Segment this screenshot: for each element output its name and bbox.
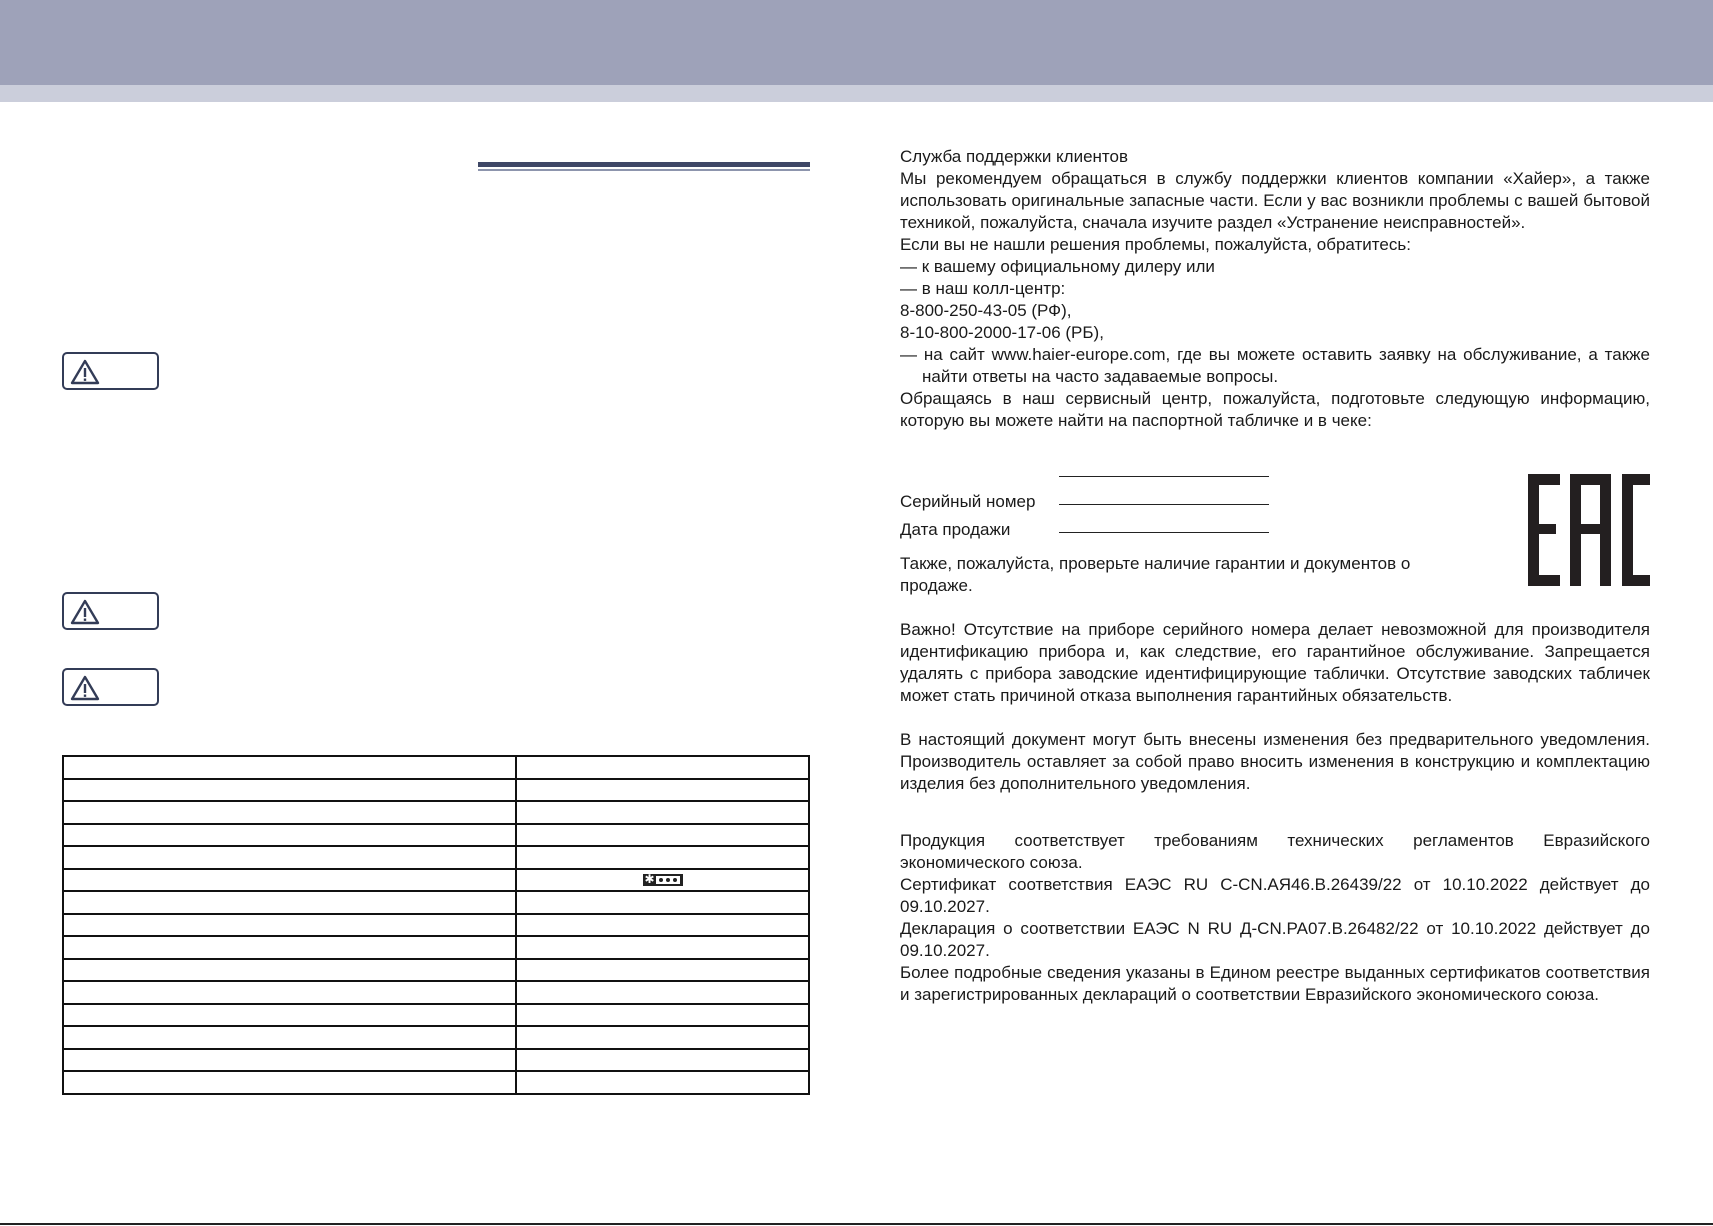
table-cell bbox=[63, 936, 516, 959]
serial-number-field bbox=[900, 492, 1280, 520]
table-cell bbox=[516, 1004, 809, 1027]
table-row bbox=[63, 936, 809, 959]
declaration-info: Декларация о соответствии ЕАЭС N RU Д-CN.РА07.В.26482/22 от 10.10.2022 действует до 09.10.2027. bbox=[900, 919, 1650, 960]
table-row bbox=[63, 981, 809, 1004]
certification-paragraph: Продукция соответствует требованиям технических регламентов Евразийского экономического союза. bbox=[900, 831, 1650, 872]
bottom-rule bbox=[0, 1223, 1713, 1225]
table-row bbox=[63, 1049, 809, 1072]
table-row bbox=[63, 891, 809, 914]
certificate-info: Сертификат соответствия ЕАЭС RU C-CN.АЯ46.B.26439/22 от 10.10.2022 действует до 09.10.2027. bbox=[900, 875, 1650, 916]
header-stripe bbox=[0, 85, 1713, 102]
certification-paragraph: Более подробные сведения указаны в Едином реестре выданных сертификатов соответствия и зарегистрированных деклараций о соответствии Евразийского экономического союза. bbox=[900, 963, 1650, 1004]
warning-label-box bbox=[62, 352, 159, 390]
fill-in-line bbox=[1059, 476, 1269, 477]
table-cell bbox=[63, 756, 516, 779]
warning-triangle-icon bbox=[70, 675, 100, 701]
fill-in-line bbox=[1059, 532, 1269, 533]
table-cell bbox=[516, 801, 809, 824]
table-cell bbox=[516, 981, 809, 1004]
support-paragraph: Если вы не нашли решения проблемы, пожалуйста, обратитесь: bbox=[900, 235, 1411, 254]
eac-logo bbox=[1528, 474, 1650, 586]
section-title-rule bbox=[478, 162, 810, 171]
support-paragraph: Мы рекомендуем обращаться в службу поддержки клиентов компании «Хайер», а также использовать оригинальные запасные части. Если у вас возникли проблемы с вашей бытовой техникой, пожалуйста, сначала изучите раздел «Устранение неисправностей». bbox=[900, 169, 1650, 232]
table-row bbox=[63, 1026, 809, 1049]
table-cell bbox=[516, 914, 809, 937]
table-row bbox=[63, 846, 809, 869]
sale-date-field bbox=[900, 520, 1280, 548]
header-band bbox=[0, 0, 1713, 85]
table-row bbox=[63, 801, 809, 824]
freezer-star-rating-icon: ✱ bbox=[643, 874, 683, 886]
support-section bbox=[900, 146, 1650, 432]
table-cell bbox=[63, 1004, 516, 1027]
table-cell bbox=[516, 891, 809, 914]
warning-label-box bbox=[62, 668, 159, 706]
phone-number: 8-800-250-43-05 (РФ), bbox=[900, 301, 1072, 320]
fill-in-line bbox=[1059, 504, 1269, 505]
table-row bbox=[63, 869, 809, 892]
table-cell bbox=[63, 959, 516, 982]
table-cell bbox=[516, 779, 809, 802]
contact-option: — в наш колл-центр: bbox=[900, 279, 1066, 298]
table-cell bbox=[63, 869, 516, 892]
table-cell bbox=[516, 959, 809, 982]
table-cell bbox=[516, 824, 809, 847]
table-cell bbox=[516, 846, 809, 869]
table-cell bbox=[63, 914, 516, 937]
contact-option: — на сайт www.haier-europe.com, где вы можете оставить заявку на обслуживание, а также найти ответы на часто задаваемые вопросы. bbox=[900, 345, 1650, 386]
serial-number-label: Серийный номер bbox=[900, 492, 1036, 511]
table-cell bbox=[63, 1049, 516, 1072]
table-row bbox=[63, 756, 809, 779]
table-row bbox=[63, 779, 809, 802]
table-cell bbox=[63, 1026, 516, 1049]
sale-date-label: Дата продажи bbox=[900, 520, 1011, 539]
table-cell bbox=[516, 1049, 809, 1072]
warning-triangle-icon bbox=[70, 599, 100, 625]
table-cell bbox=[63, 801, 516, 824]
support-paragraph: Обращаясь в наш сервисный центр, пожалуйста, подготовьте следующую информацию, которую вы можете найти на паспортной табличке и в чеке: bbox=[900, 389, 1650, 430]
contact-option: — к вашему официальному дилеру или bbox=[900, 257, 1215, 276]
table-cell bbox=[516, 1071, 809, 1094]
table-cell bbox=[63, 891, 516, 914]
table-cell bbox=[63, 981, 516, 1004]
table-cell bbox=[516, 936, 809, 959]
warning-label-box bbox=[62, 592, 159, 630]
table-row bbox=[63, 914, 809, 937]
certification-section bbox=[900, 830, 1650, 1006]
table-cell bbox=[516, 1026, 809, 1049]
table-cell bbox=[63, 824, 516, 847]
table-cell bbox=[516, 756, 809, 779]
table-row bbox=[63, 1004, 809, 1027]
support-heading: Служба поддержки клиентов bbox=[900, 147, 1129, 166]
table-row bbox=[63, 824, 809, 847]
warning-triangle-icon bbox=[70, 359, 100, 385]
important-note: Важно! Отсутствие на приборе серийного номера делает невозможной для производителя идентификацию прибора и, как следствие, его гарантийное обслуживание. Запрещается удалять с прибора заводские идентифицирующие таблички. Отсутствие заводских табличек может стать причиной отказа выполнения гарантийных обязательств. bbox=[900, 620, 1650, 705]
guarantee-note: Также, пожалуйста, проверьте наличие гарантии и документов о продаже. bbox=[900, 554, 1411, 595]
phone-number: 8-10-800-2000-17-06 (РБ), bbox=[900, 323, 1104, 342]
blank-field bbox=[900, 464, 1280, 492]
changes-note: В настоящий документ могут быть внесены изменения без предварительного уведомления. Производитель оставляет за собой право вносить изменения в конструкцию и комплектацию изделия без дополнительного уведомления. bbox=[900, 730, 1650, 793]
table-cell bbox=[63, 1071, 516, 1094]
spec-table bbox=[62, 755, 810, 1095]
table-cell bbox=[63, 779, 516, 802]
table-cell bbox=[516, 869, 809, 892]
info-fields bbox=[900, 464, 1280, 548]
table-cell bbox=[63, 846, 516, 869]
table-row bbox=[63, 1071, 809, 1094]
table-row bbox=[63, 959, 809, 982]
